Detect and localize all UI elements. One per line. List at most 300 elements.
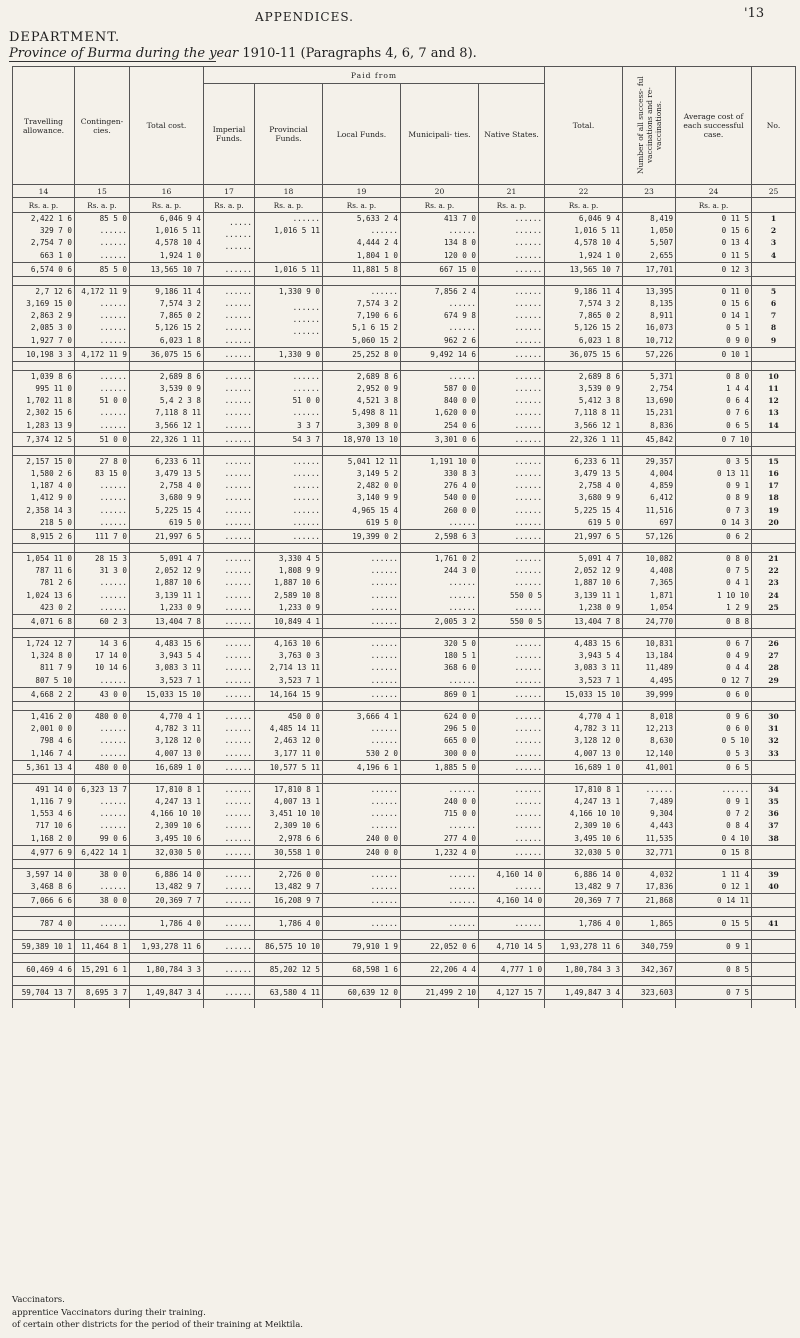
spacer-cell: [676, 774, 752, 783]
table-cell: 15,231: [645, 408, 674, 418]
table-cell: 3,169 15 0: [26, 299, 72, 309]
group-spacer: [13, 361, 796, 370]
group-spacer: [13, 629, 796, 638]
table-cell: 3,468 8 6: [30, 881, 72, 891]
table-cell: 7,574 3 2: [356, 299, 398, 309]
total-cell: ......: [204, 615, 255, 629]
group-column-cell: [545, 455, 623, 529]
table-cell: ......: [99, 517, 127, 527]
table-cell: 2,358 14 3: [26, 505, 72, 515]
spacer-cell: [623, 629, 676, 638]
table-cell: 1,927 7 0: [30, 335, 72, 345]
spacer-cell: [204, 701, 255, 710]
table-cell: 2,978 6 6: [278, 833, 320, 843]
col-number-cell: 24: [676, 185, 752, 198]
col-number-cell: 18: [255, 185, 323, 198]
table-cell: 4,521 3 8: [356, 396, 398, 406]
total-cell: 20,369 7 7: [545, 894, 623, 908]
spacer-cell: [130, 701, 204, 710]
table-cell: 4,032: [650, 869, 674, 879]
table-cell: ......: [514, 748, 543, 758]
table-cell: 2,085 3 0: [30, 323, 72, 333]
table-cell: 13,395: [645, 286, 674, 296]
group-column-cell: [255, 213, 323, 263]
group-column-cell: [545, 213, 623, 263]
table-cell: 329 7 0: [39, 226, 72, 236]
page-number: '13: [744, 6, 765, 21]
spacer-cell: [623, 1000, 676, 1009]
table-cell: ......: [514, 711, 543, 721]
total-cell: [752, 986, 796, 1000]
district-group: [13, 285, 796, 347]
table-cell: ......: [514, 736, 543, 746]
spacer-cell: [479, 774, 545, 783]
total-cell: ......: [323, 917, 401, 931]
table-cell: 2,952 0 9: [356, 384, 398, 394]
table-cell: 6,046 9 4: [578, 214, 621, 223]
group-column-cell: [75, 553, 130, 615]
table-cell: 4,495: [650, 675, 674, 685]
table-cell: 4,782 3 11: [155, 724, 201, 734]
table-cell: ......: [99, 226, 127, 236]
spacer-cell: [13, 774, 75, 783]
total-cell: ......: [479, 845, 545, 859]
table-cell: 11,535: [645, 833, 674, 843]
total-cell: 342,367: [623, 963, 676, 977]
total-cell: 1,93,278 11 6: [130, 940, 204, 954]
table-cell: ......: [224, 286, 252, 296]
group-column-cell: [479, 455, 545, 529]
group-column-cell: [13, 370, 75, 432]
spacer-cell: [401, 276, 479, 285]
district-group: [13, 553, 796, 615]
table-cell: ......: [514, 663, 543, 673]
spacer-cell: [401, 931, 479, 940]
table-cell: 0 12 1: [721, 881, 750, 891]
col-successful-vaccinations-label: Number of all success- ful vaccinations and re-vaccinations.: [635, 76, 663, 175]
group-column-cell: [479, 553, 545, 615]
total-cell: 4,172 11 9: [75, 347, 130, 361]
table-cell: 296 5 0: [443, 724, 476, 734]
table-cell: 2,689 8 6: [578, 371, 621, 381]
table-cell: 0 7 2: [726, 809, 750, 819]
table-cell: 624 0 0: [443, 711, 476, 721]
spacer-cell: [323, 954, 401, 963]
spacer-cell: [75, 774, 130, 783]
table-cell: 4,859: [650, 481, 674, 491]
table-cell: 5,412 3 8: [578, 396, 621, 406]
total-cell: 17,701: [623, 262, 676, 276]
table-cell: ......: [448, 299, 476, 309]
group-column-cell: [130, 710, 204, 760]
spacer-cell: [130, 774, 204, 783]
table-cell: 3,479 13 5: [574, 469, 621, 479]
group-total-row: [13, 760, 796, 774]
total-cell: 85 5 0: [75, 262, 130, 276]
group-column-cell: [479, 783, 545, 845]
total-cell: ......: [204, 432, 255, 446]
table-cell: 5,091 4 7: [159, 554, 201, 564]
group-column-cell: [479, 285, 545, 347]
group-column-cell: [752, 783, 796, 845]
unit-cell: Rs. a. p.: [13, 198, 75, 213]
total-cell: 1,786 4 0: [545, 917, 623, 931]
total-cell: 20,369 7 7: [130, 894, 204, 908]
total-cell: 0 9 1: [676, 940, 752, 954]
table-cell: 0 3 5: [726, 456, 750, 466]
table-cell: 1,016 5 11: [274, 226, 320, 236]
table-cell: ......: [370, 639, 398, 649]
group-column-cell: [752, 370, 796, 432]
district-group: [13, 783, 796, 845]
table-cell: 3 3 7: [297, 420, 320, 430]
table-cell: ......: [514, 566, 543, 576]
table-cell: 28: [768, 663, 779, 673]
table-cell: 4,782 3 11: [574, 724, 621, 734]
table-cell: 6: [770, 299, 777, 309]
total-cell: 60,469 4 6: [13, 963, 75, 977]
table-cell: 1,620 0 0: [434, 408, 476, 418]
group-column-cell: [401, 638, 479, 688]
group-total-row: [13, 347, 796, 361]
total-cell: 86,575 10 10: [255, 940, 323, 954]
table-cell: 3,523 7 1: [159, 675, 201, 685]
group-column-cell: [13, 710, 75, 760]
group-column-cell: [255, 783, 323, 845]
table-cell: 9,186 11 4: [574, 286, 621, 296]
unit-cell: Rs. a. p.: [75, 198, 130, 213]
group-column-cell: [479, 213, 545, 263]
group-column-cell: [401, 285, 479, 347]
table-cell: 8: [770, 323, 777, 333]
total-cell: 60,639 12 0: [323, 986, 401, 1000]
group-column-cell: [75, 638, 130, 688]
group-column-cell: [676, 783, 752, 845]
total-cell: 32,030 5 0: [545, 845, 623, 859]
table-cell: 3,666 4 1: [356, 711, 398, 721]
table-cell: 1,702 11 8: [26, 396, 72, 406]
group-column-cell: [545, 783, 623, 845]
total-cell: ......: [204, 687, 255, 701]
table-cell: ......: [224, 748, 252, 758]
group-column-cell: [401, 868, 479, 893]
group-spacer: [13, 908, 796, 917]
total-cell: 4,710 14 5: [479, 940, 545, 954]
table-cell: ......: [448, 821, 476, 831]
group-column-cell: [204, 638, 255, 688]
table-cell: 17,810 8 1: [155, 784, 201, 794]
table-cell: 13,184: [645, 651, 674, 661]
table-cell: ......: [224, 469, 252, 479]
table-cell: 587 0 0: [443, 384, 476, 394]
table-cell: ......: [514, 226, 543, 236]
table-cell: 4,485 14 11: [269, 724, 320, 734]
table-cell: 3,523 7 1: [278, 675, 320, 685]
table-cell: ......: [370, 663, 398, 673]
group-column-cell: [623, 553, 676, 615]
table-cell: ......: [224, 230, 252, 240]
spacer-cell: [75, 701, 130, 710]
spacer-cell: [75, 544, 130, 553]
group-total-row: [13, 615, 796, 629]
table-cell: ......: [514, 881, 543, 891]
total-cell: 54 3 7: [255, 432, 323, 446]
group-column-cell: [401, 213, 479, 263]
province-heading: [9, 46, 477, 61]
spacer-cell: [676, 859, 752, 868]
table-cell: 14: [768, 420, 779, 430]
table-cell: ......: [448, 578, 476, 588]
total-cell: 38 0 0: [75, 894, 130, 908]
table-cell: 16,073: [645, 323, 674, 333]
table-cell: 3,680 9 9: [578, 493, 621, 503]
total-cell: 8,915 2 6: [13, 530, 75, 544]
col-imperial-funds: Imperial Funds.: [204, 84, 255, 185]
table-cell: 3,495 10 6: [574, 833, 621, 843]
table-cell: 2,655: [650, 250, 674, 260]
spacer-cell: [401, 977, 479, 986]
table-cell: 7,574 3 2: [159, 299, 201, 309]
group-spacer: [13, 859, 796, 868]
table-cell: 0 4 1: [726, 578, 750, 588]
table-cell: 1,054 11 0: [26, 554, 72, 564]
table-cell: 31 3 0: [99, 566, 127, 576]
spacer-cell: [479, 1000, 545, 1009]
total-cell: ......: [255, 530, 323, 544]
table-cell: 4,578 10 4: [574, 238, 621, 248]
col-average-cost: Average cost of each successful case.: [676, 67, 752, 185]
spacer-cell: [401, 701, 479, 710]
table-cell: 277 4 0: [443, 833, 476, 843]
table-cell: ......: [99, 881, 127, 891]
table-cell: ......: [224, 505, 252, 515]
table-cell: 7,856 2 4: [434, 286, 476, 296]
table-cell: 787 11 6: [35, 566, 72, 576]
table-cell: ......: [721, 784, 750, 794]
table-cell: 2,863 2 9: [30, 311, 72, 321]
total-cell: 0 14 11: [676, 894, 752, 908]
table-cell: ......: [99, 299, 127, 309]
table-cell: 30: [768, 711, 779, 721]
table-cell: ......: [514, 371, 543, 381]
table-cell: 13,482 9 7: [574, 881, 621, 891]
spacer-cell: [13, 276, 75, 285]
table-cell: 0 11 0: [721, 286, 750, 296]
group-column-cell: [323, 783, 401, 845]
district-group: [13, 455, 796, 529]
spacer-cell: [545, 276, 623, 285]
spacer-cell: [255, 276, 323, 285]
table-cell: 1,412 9 0: [30, 493, 72, 503]
table-cell: 36: [768, 809, 779, 819]
group-column-cell: [130, 213, 204, 263]
table-cell: 3,539 0 9: [578, 384, 621, 394]
table-cell: ......: [99, 238, 127, 248]
table-cell: 3,566 12 1: [155, 420, 201, 430]
total-cell: 4,977 6 9: [13, 845, 75, 859]
table-cell: 51 0 0: [99, 396, 127, 406]
table-cell: 8,630: [650, 736, 674, 746]
table-cell: 0 9 1: [726, 481, 750, 491]
table-cell: ......: [224, 242, 252, 252]
spacer-cell: [752, 361, 796, 370]
table-cell: 540 0 0: [443, 493, 476, 503]
spacer-cell: [75, 276, 130, 285]
group-column-cell: [13, 285, 75, 347]
spacer-cell: [623, 544, 676, 553]
spacer-cell: [13, 954, 75, 963]
table-cell: 4,443: [650, 821, 674, 831]
spacer-cell: [13, 701, 75, 710]
spacer-cell: [255, 629, 323, 638]
spacer-cell: [75, 977, 130, 986]
unit-cell: Rs. a. p.: [255, 198, 323, 213]
table-cell: 1,324 8 0: [30, 651, 72, 661]
table-cell: 2,482 0 0: [356, 481, 398, 491]
total-cell: [752, 530, 796, 544]
table-cell: ......: [224, 323, 252, 333]
table-cell: 962 2 6: [443, 335, 476, 345]
unit-cell: Rs. a. p.: [676, 198, 752, 213]
spacer-cell: [323, 446, 401, 455]
table-cell: ......: [224, 833, 252, 843]
table-cell: ......: [514, 214, 543, 223]
total-cell: 0 8 8: [676, 615, 752, 629]
unit-cell: [623, 198, 676, 213]
col-travelling-allowance: Travelling allowance.: [13, 67, 75, 185]
total-cell: 1,016 5 11: [255, 262, 323, 276]
group-column-cell: [204, 213, 255, 263]
total-cell: 36,075 15 6: [545, 347, 623, 361]
group-column-cell: [479, 868, 545, 893]
table-cell: ......: [224, 335, 252, 345]
spacer-cell: [323, 774, 401, 783]
spacer-cell: [676, 701, 752, 710]
spacer-cell: [13, 629, 75, 638]
total-cell: 4,196 6 1: [323, 760, 401, 774]
table-cell: 8,419: [650, 214, 674, 223]
col-number-cell: 19: [323, 185, 401, 198]
total-cell: ......: [479, 530, 545, 544]
paid-from-header: Paid from: [204, 67, 545, 84]
spacer-cell: [204, 774, 255, 783]
total-cell: [752, 894, 796, 908]
col-number-cell: 21: [479, 185, 545, 198]
table-cell: 38 0 0: [99, 869, 127, 879]
table-cell: 10,712: [645, 335, 674, 345]
table-cell: 13: [768, 408, 779, 418]
group-column-cell: [75, 455, 130, 529]
group-column-cell: [255, 553, 323, 615]
spacer-cell: [623, 859, 676, 868]
spacer-cell: [255, 977, 323, 986]
table-cell: 3,680 9 9: [159, 493, 201, 503]
group-total-row: [13, 894, 796, 908]
table-cell: 0 9 0: [726, 335, 750, 345]
table-cell: 2,589 10 8: [274, 590, 320, 600]
total-cell: 1,49,847 3 4: [130, 986, 204, 1000]
table-cell: 22: [768, 566, 779, 576]
group-spacer: [13, 544, 796, 553]
spacer-cell: [676, 544, 752, 553]
footnote-2: apprentice Vaccinators during their training.: [12, 1308, 206, 1318]
table-cell: 0 7 5: [726, 566, 750, 576]
table-cell: 1,924 1 0: [159, 250, 201, 260]
unit-cell: Rs. a. p.: [130, 198, 204, 213]
table-cell: 4,007 13 0: [155, 748, 201, 758]
total-cell: 7,374 12 5: [13, 432, 75, 446]
total-cell: 1,786 4 0: [130, 917, 204, 931]
table-cell: ......: [99, 335, 127, 345]
table-cell: 2,726 0 0: [278, 869, 320, 879]
spacer-cell: [401, 1000, 479, 1009]
spacer-cell: [401, 629, 479, 638]
table-cell: 240 0 0: [365, 833, 398, 843]
group-column-cell: [623, 213, 676, 263]
table-cell: 3,083 3 11: [574, 663, 621, 673]
table-cell: 8,911: [650, 311, 674, 321]
table-cell: ......: [224, 809, 252, 819]
table-cell: 240 0 0: [443, 796, 476, 806]
table-cell: ......: [514, 821, 543, 831]
table-cell: 4,172 11 9: [81, 286, 127, 296]
table-cell: ......: [99, 578, 127, 588]
spacer-cell: [623, 931, 676, 940]
spacer-cell: [255, 701, 323, 710]
total-cell: ......: [204, 963, 255, 977]
spacer-cell: [204, 954, 255, 963]
spacer-cell: [323, 276, 401, 285]
total-cell: 0 10 1: [676, 347, 752, 361]
table-cell: 4,007 13 0: [574, 748, 621, 758]
table-cell: ......: [224, 311, 252, 321]
table-cell: 300 0 0: [443, 748, 476, 758]
spacer-cell: [255, 544, 323, 553]
table-cell: 24: [768, 590, 779, 600]
table-cell: ......: [99, 505, 127, 515]
table-cell: ......: [99, 250, 127, 260]
table-cell: 0 9 6: [726, 711, 750, 721]
table-cell: 0 13 4: [721, 238, 750, 248]
total-cell: ......: [75, 917, 130, 931]
col-successful-vaccinations: [623, 67, 676, 185]
table-cell: ......: [370, 736, 398, 746]
group-column-cell: [323, 213, 401, 263]
total-cell: 22,052 0 6: [401, 940, 479, 954]
spacer-cell: [479, 908, 545, 917]
total-cell: 43 0 0: [75, 687, 130, 701]
spacer-cell: [204, 361, 255, 370]
group-column-cell: [204, 553, 255, 615]
group-column-cell: [75, 868, 130, 893]
table-cell: 1: [770, 214, 777, 223]
table-cell: ......: [224, 384, 252, 394]
table-cell: 1 10 10: [717, 590, 750, 600]
table-cell: 1,553 4 6: [30, 809, 72, 819]
table-cell: 4,408: [650, 566, 674, 576]
total-cell: 85,202 12 5: [255, 963, 323, 977]
table-cell: 2: [770, 226, 777, 236]
table-cell: 1,580 2 6: [30, 469, 72, 479]
table-cell: 10 14 6: [94, 663, 127, 673]
group-column-cell: [130, 638, 204, 688]
table-cell: 0 8 4: [726, 821, 750, 831]
spacer-cell: [323, 701, 401, 710]
total-cell: 480 0 0: [75, 760, 130, 774]
spacer-cell: [545, 1000, 623, 1009]
table-cell: 3,309 8 0: [356, 420, 398, 430]
group-column-cell: [204, 710, 255, 760]
